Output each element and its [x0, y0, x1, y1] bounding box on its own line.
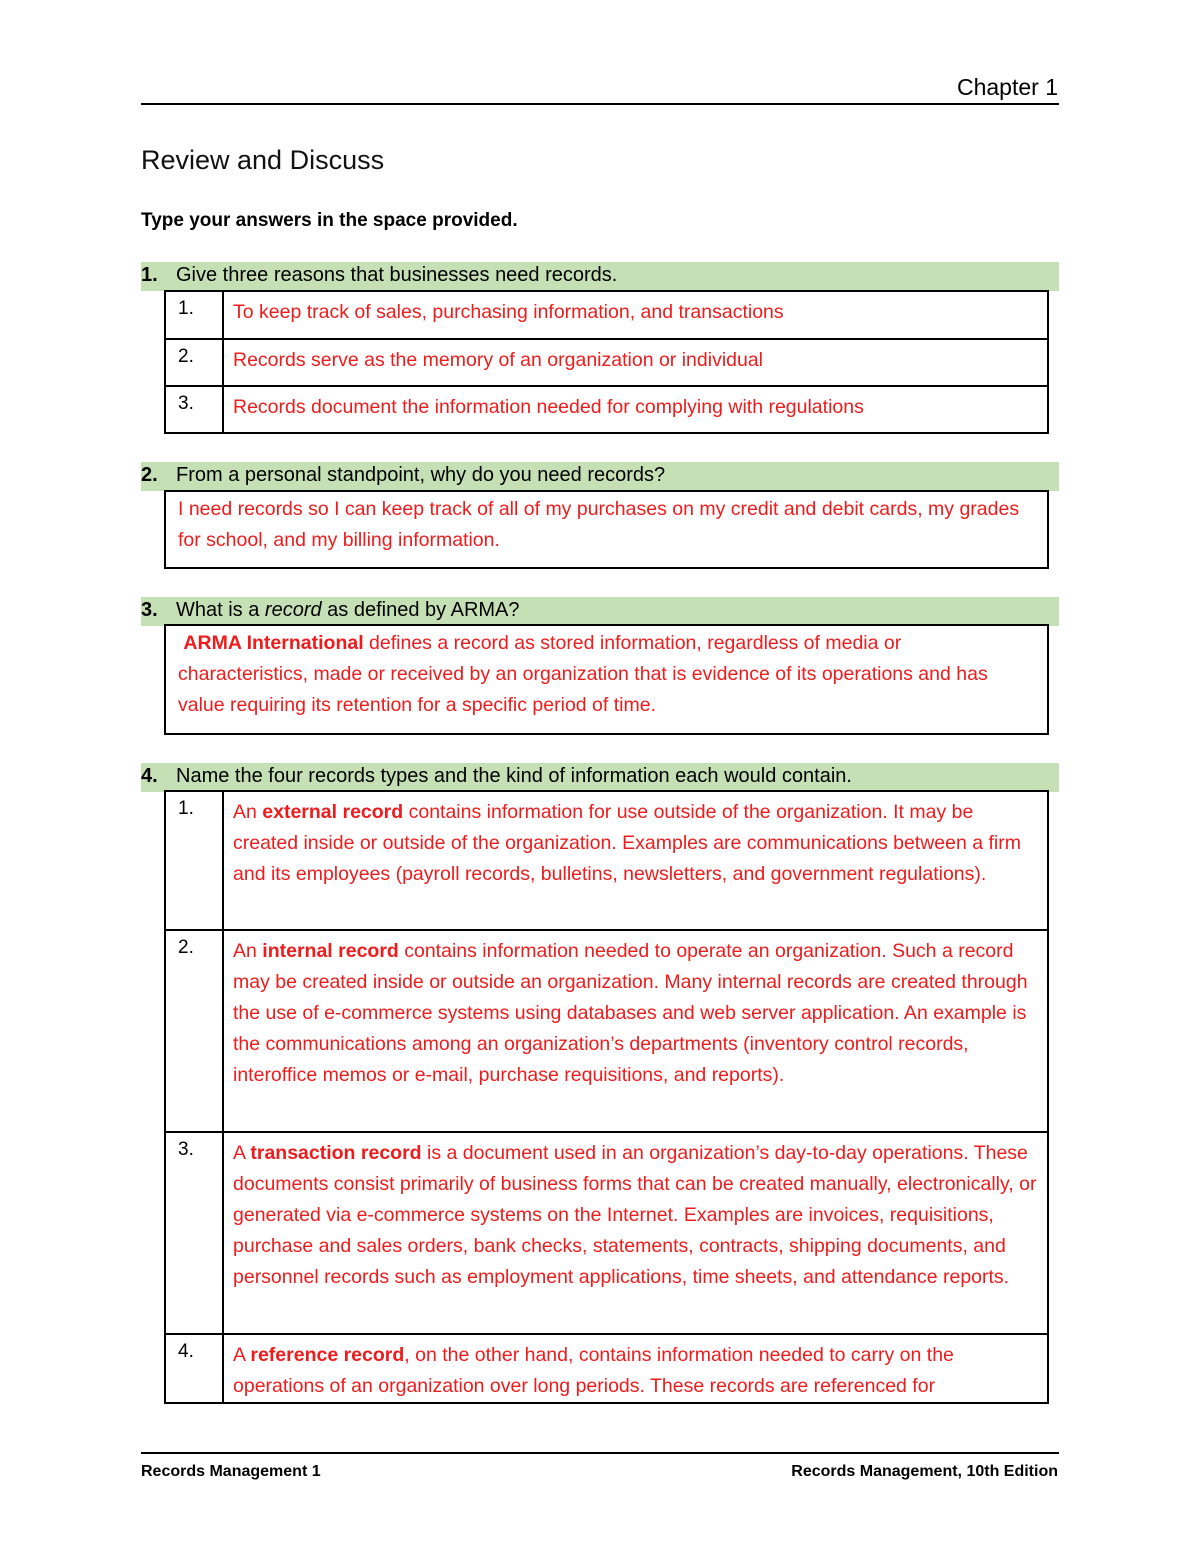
question-4-text: Name the four records types and the kind of information each would contain. [176, 765, 852, 787]
section-title: Review and Discuss [141, 145, 385, 175]
footer-course: Records Management 1 [141, 1463, 321, 1480]
answer-row [165, 1334, 1048, 1403]
footer-divider [141, 1452, 1059, 1454]
question-4-number: 4. [141, 765, 158, 787]
question-2-number: 2. [141, 464, 158, 486]
answer-row [165, 1132, 1048, 1334]
answer-row [165, 791, 1048, 930]
answer-text[interactable]: Records document the information needed for complying with regulations [223, 386, 1048, 433]
answer-number: 1. [165, 791, 223, 930]
question-3-text: What is a record as defined by ARMA? [176, 599, 520, 621]
footer-edition: Records Management, 10th Edition [791, 1463, 1058, 1480]
answer-number: 2. [165, 930, 223, 1132]
answer-text[interactable]: A reference record, on the other hand, contains information needed to carry on the operations of an organization over long periods. These records are referenced for [223, 1334, 1048, 1403]
answer-text[interactable]: An internal record contains information needed to operate an organization. Such a record may be created inside or outside an organization. Many internal records are created through the use of e-commerce systems using databases and web server application. An example is the communications among an organization’s departments (inventory control records, interoffice memos or e-mail, purchase requisitions, and reports). [223, 930, 1048, 1132]
question-2-text: From a personal standpoint, why do you need records? [176, 464, 666, 486]
question-1-number: 1. [141, 264, 158, 286]
answer-text[interactable]: To keep track of sales, purchasing information, and transactions [223, 291, 1048, 339]
instructions: Type your answers in the space provided. [141, 210, 518, 231]
answer-number: 1. [165, 291, 223, 339]
question-1-text: Give three reasons that businesses need records. [176, 264, 618, 286]
answer-row [165, 930, 1048, 1132]
answer-number: 4. [165, 1334, 223, 1403]
answer-row [165, 291, 1048, 339]
answer-row [165, 386, 1048, 433]
answer-row [165, 339, 1048, 386]
answer-number: 3. [165, 386, 223, 433]
header-divider [141, 103, 1059, 105]
answer-text[interactable]: A transaction record is a document used in an organization’s day-to-day operations. These documents consist primarily of business forms that can be created manually, electronically, or generated via e-commerce systems on the Internet. Examples are invoices, requisitions, purchase and sales orders, bank checks, statements, contracts, shipping documents, and personnel records such as employment applications, time sheets, and attendance reports. [223, 1132, 1048, 1334]
answer-number: 3. [165, 1132, 223, 1334]
answer-number: 2. [165, 339, 223, 386]
answer-text[interactable]: Records serve as the memory of an organization or individual [223, 339, 1048, 386]
question-4-answer-table [164, 790, 1049, 1404]
question-1-answer-table [164, 290, 1049, 434]
question-2-answer[interactable]: I need records so I can keep track of all of my purchases on my credit and debit cards, my grades for school, and my billing information. [164, 490, 1049, 569]
question-3-answer[interactable]: ARMA International defines a record as stored information, regardless of media or characteristics, made or received by an organization that is evidence of its operations and has value requiring its retention for a specific period of time. [164, 624, 1049, 735]
question-3-number: 3. [141, 599, 158, 621]
answer-text[interactable]: An external record contains information for use outside of the organization. It may be created inside or outside of the organization. Examples are communications between a firm and its employees (payroll records, bulletins, newsletters, and government regulations). [223, 791, 1048, 930]
chapter-header: Chapter 1 [956, 74, 1058, 100]
